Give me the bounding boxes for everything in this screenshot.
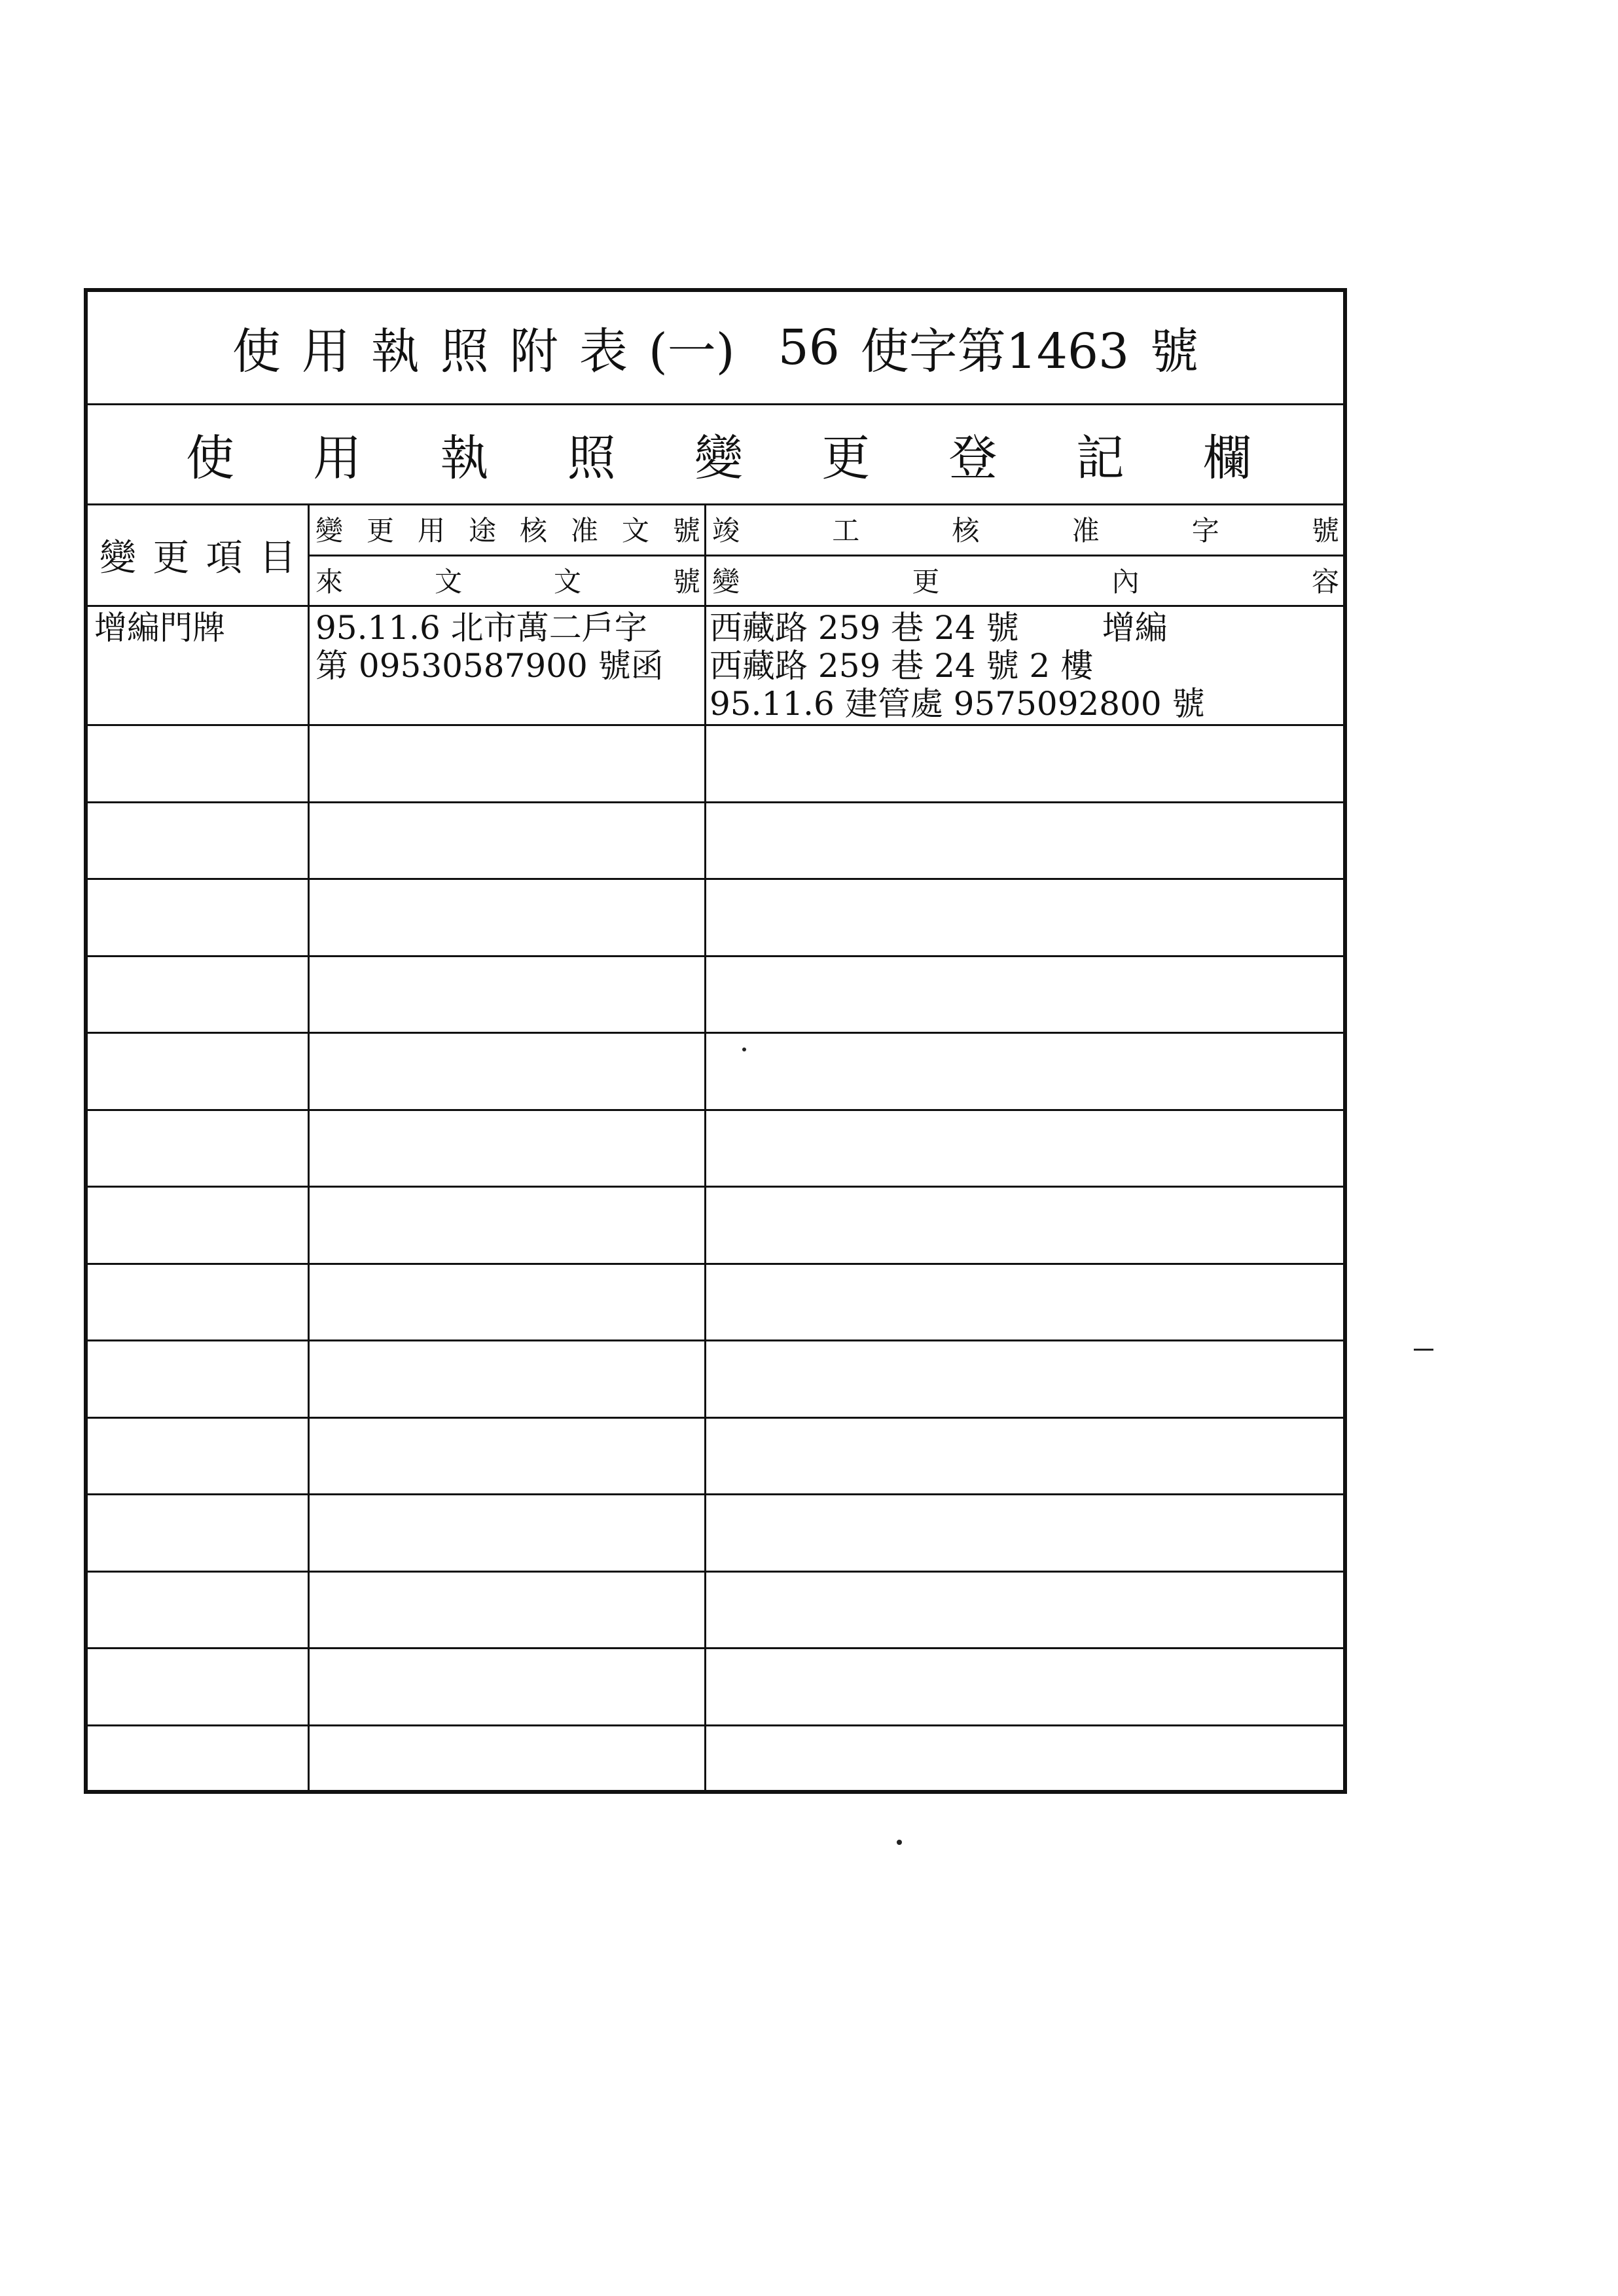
- doc-number-line: 95.11.6 北市萬二戶字: [315, 609, 647, 647]
- header-char: 文: [553, 566, 581, 598]
- title-permit-number: 56: [778, 319, 840, 376]
- row-divider: [88, 1724, 1343, 1726]
- row-divider: [88, 878, 1343, 880]
- change-item-cell: 增編門牌: [94, 609, 225, 647]
- header-char: 變: [315, 515, 344, 547]
- header-char: 字: [1191, 515, 1219, 547]
- title-char: 執: [370, 323, 420, 380]
- header-char: 目: [259, 537, 296, 579]
- subtitle-char: 使: [186, 430, 234, 486]
- scan-mark: [1414, 1349, 1433, 1351]
- scan-speck: [897, 1840, 902, 1845]
- header-char: 核: [952, 515, 980, 547]
- subtitle-char: 記: [1075, 430, 1124, 486]
- row-divider: [88, 1417, 1343, 1419]
- scan-speck: [742, 1048, 746, 1051]
- subtitle-char: 登: [948, 430, 998, 486]
- row-divider: [88, 955, 1343, 957]
- header-char: 更: [366, 515, 394, 547]
- header-char: 項: [206, 537, 243, 579]
- row-divider: [88, 1571, 1343, 1573]
- title-char: 使: [232, 323, 281, 380]
- row-divider: [88, 724, 1343, 726]
- title-char: (一): [648, 323, 735, 380]
- header-char: 竣: [712, 515, 740, 547]
- header-char: 更: [153, 537, 190, 579]
- header-char: 內: [1111, 566, 1140, 598]
- change-content-line: 西藏路 259 巷 24 號 2 樓: [710, 647, 1094, 685]
- change-content-line: 95.11.6 建管處 9575092800 號: [710, 685, 1205, 723]
- header-char: 文: [434, 566, 462, 598]
- header-char: 號: [672, 515, 700, 547]
- header-char: 變: [99, 537, 136, 579]
- header-change-item: [88, 505, 308, 605]
- subtitle-char: 更: [821, 430, 871, 486]
- header-char: 容: [1311, 566, 1339, 598]
- header-char: 變: [712, 566, 740, 598]
- title-char: 號: [1150, 323, 1199, 380]
- header-completion-approval-no: [708, 505, 1343, 553]
- row-divider: [88, 1339, 1343, 1341]
- subtitle-char: 欄: [1203, 430, 1251, 486]
- header-incoming-doc-no: [312, 556, 704, 604]
- divider: [310, 555, 1343, 556]
- title-permit-number: 使字第1463: [860, 323, 1130, 380]
- row-divider: [88, 1493, 1343, 1495]
- title-char: 照: [440, 323, 489, 380]
- header-char: 核: [519, 515, 547, 547]
- header-char: 號: [672, 566, 700, 598]
- row-divider: [88, 1186, 1343, 1188]
- column-divider: [704, 503, 706, 1790]
- row-divider: [88, 1109, 1343, 1111]
- subtitle-char: 變: [694, 430, 743, 486]
- header-char: 號: [1311, 515, 1339, 547]
- row-divider: [88, 801, 1343, 803]
- subtitle-char: 照: [567, 430, 616, 486]
- title-char: 用: [301, 323, 350, 380]
- change-content-line: 西藏路 259 巷 24 號 增編: [710, 609, 1168, 647]
- header-char: 准: [570, 515, 598, 547]
- header-char: 文: [621, 515, 649, 547]
- usage-permit-change-register-form: [84, 288, 1347, 1794]
- header-char: 用: [417, 515, 445, 547]
- header-char: 准: [1071, 515, 1100, 547]
- form-title: [88, 292, 1343, 403]
- subtitle-char: 執: [440, 430, 489, 486]
- row-divider: [88, 1263, 1343, 1265]
- header-char: 工: [832, 515, 860, 547]
- subtitle-char: 用: [313, 430, 362, 486]
- doc-number-line: 第 09530587900 號函: [315, 647, 664, 685]
- header-approval-doc-no: [312, 505, 704, 553]
- header-change-content: [708, 556, 1343, 604]
- header-char: 來: [315, 566, 344, 598]
- divider: [88, 605, 1343, 607]
- row-divider: [88, 1032, 1343, 1034]
- header-char: 更: [912, 566, 940, 598]
- column-divider: [308, 503, 310, 1790]
- title-char: 表: [579, 323, 628, 380]
- title-char: 附: [509, 323, 558, 380]
- header-char: 途: [468, 515, 496, 547]
- row-divider: [88, 1647, 1343, 1649]
- form-subtitle: [88, 405, 1343, 503]
